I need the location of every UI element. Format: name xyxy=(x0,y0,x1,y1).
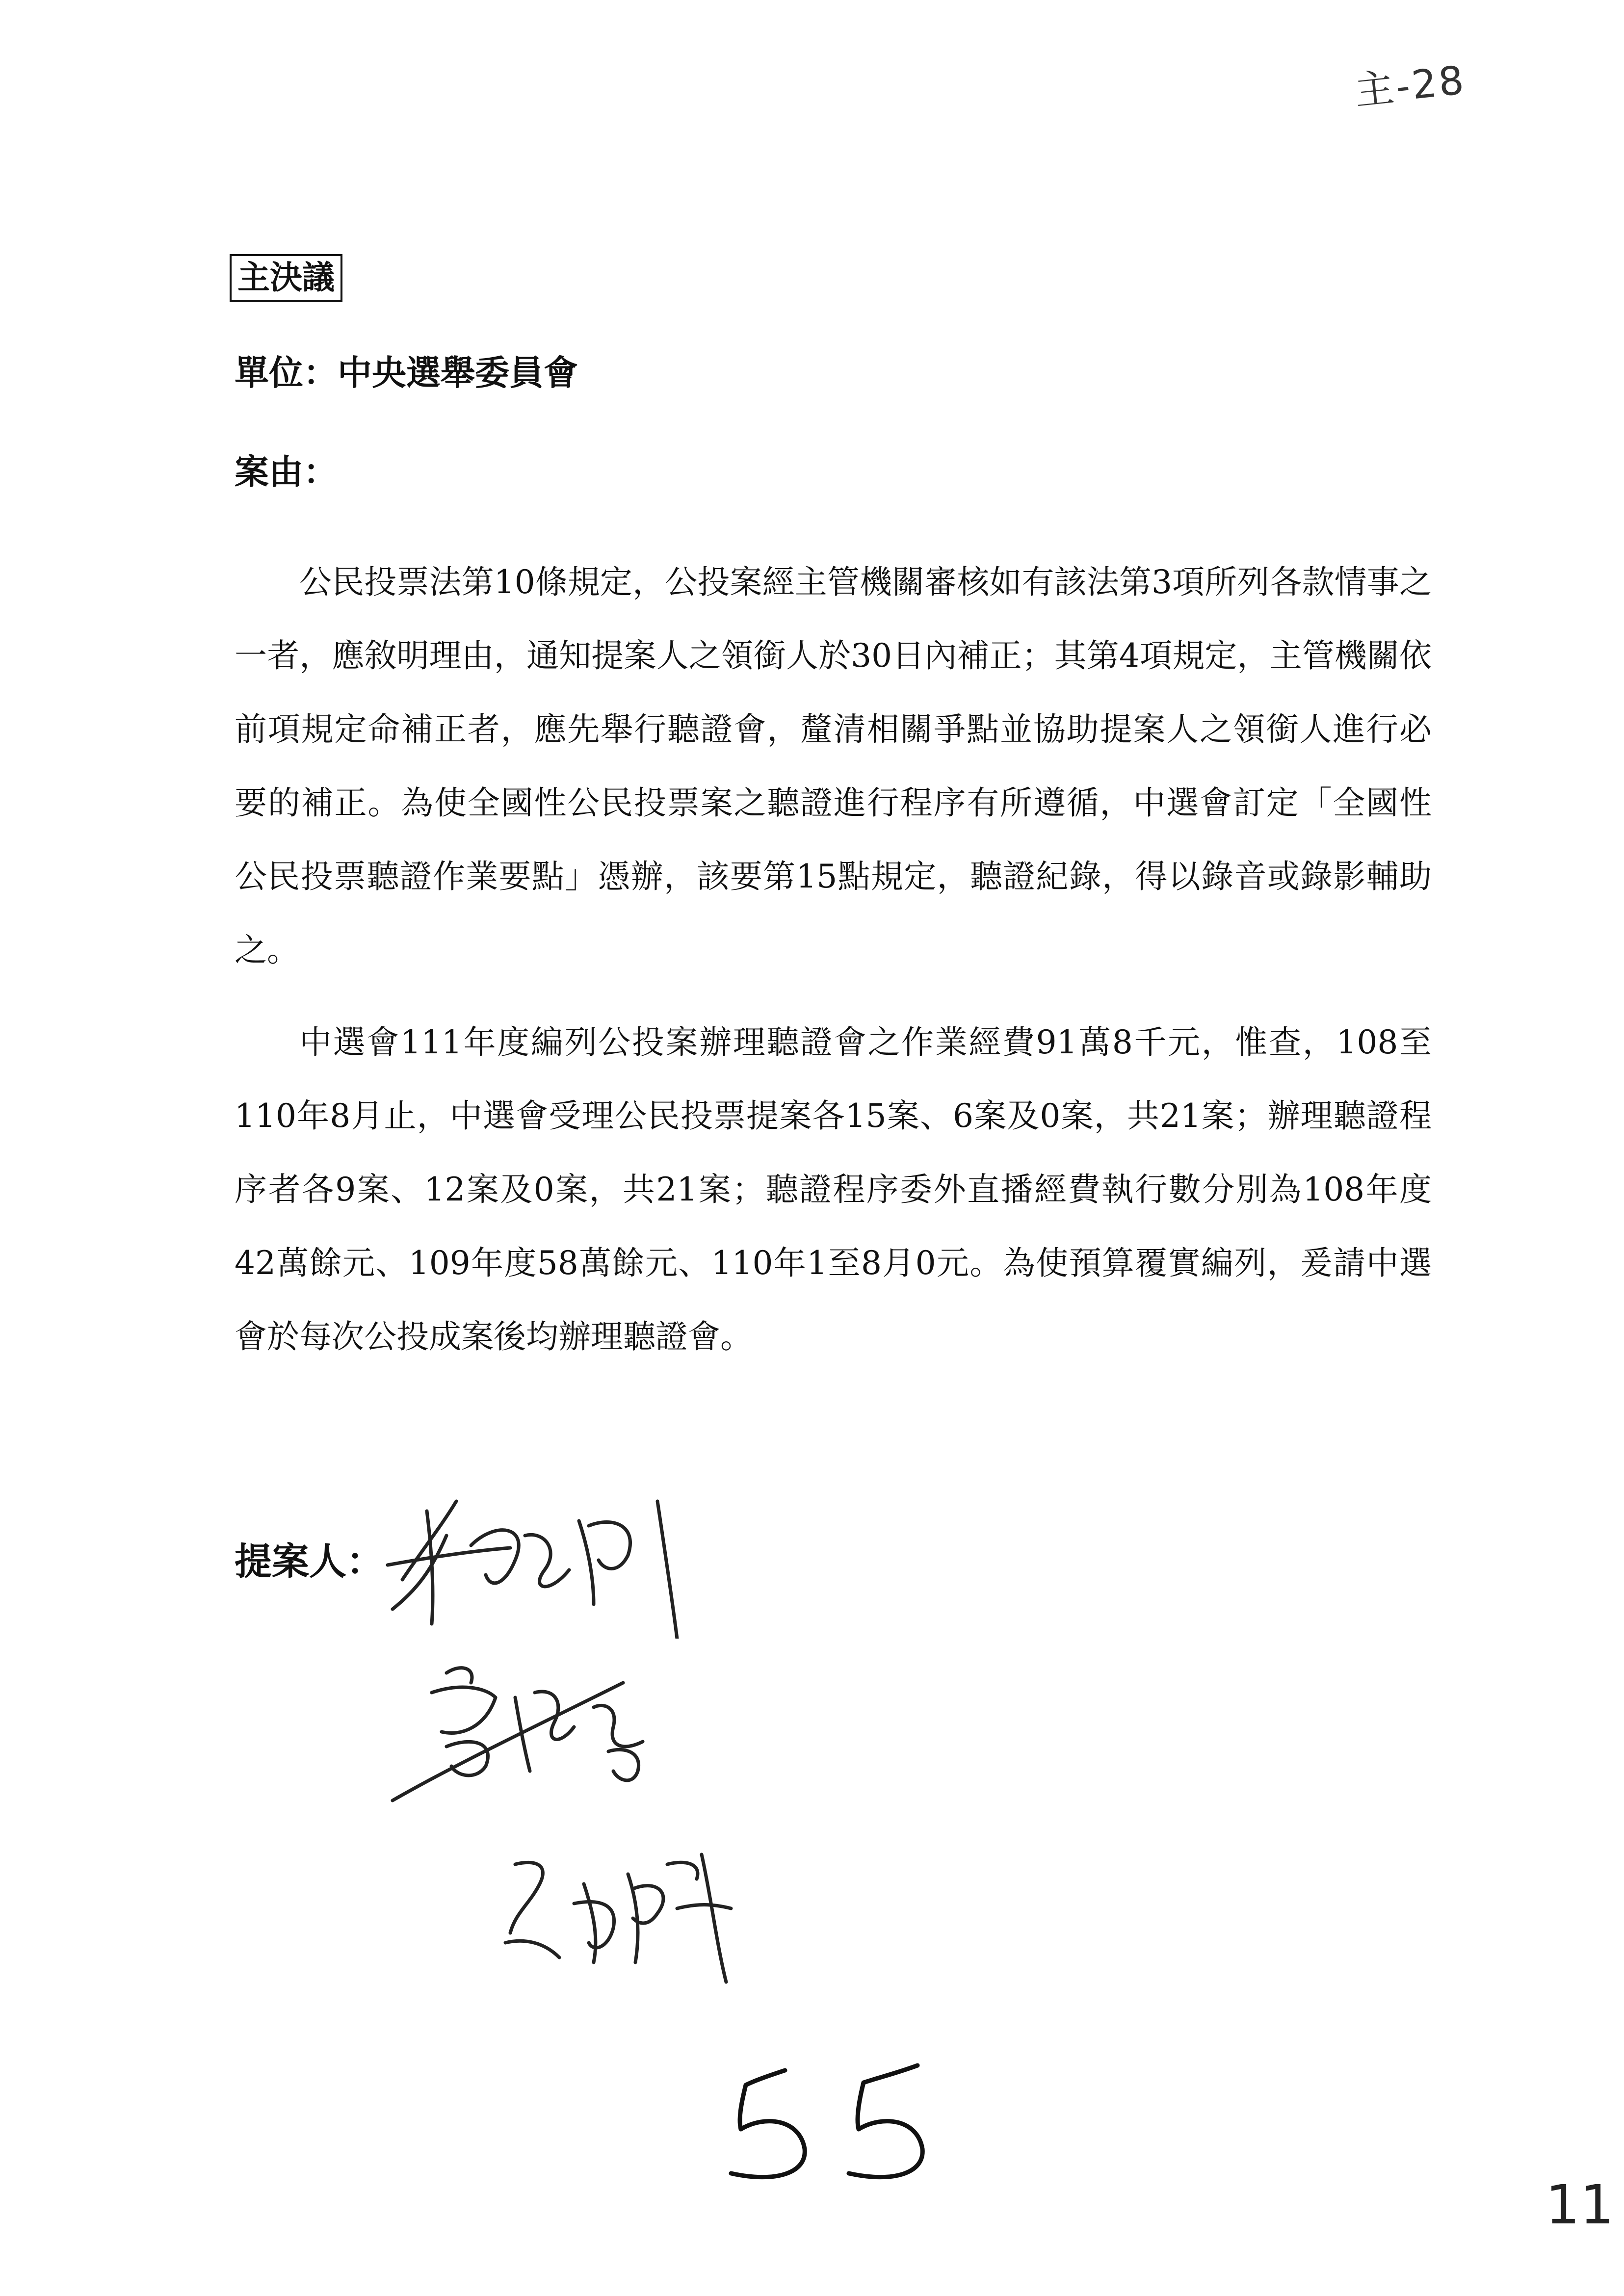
paragraph-text: 中選會111年度編列公投案辦理聽證會之作業經費91萬8千元，惟查，108至110年8月止，中選會受理公民投票提案各15案、6案及0案，共21案；辦理聽證程序者各9案、12案及0案，共21案；聽證程序委外直播經費執行數分別為108年度42萬餘元、109年度58萬餘元、110年1至8月0元。為使預算覆實編列，爰請中選會於每次公投成案後均辦理聽證會。 xyxy=(235,1023,1432,1356)
proposer-label: 提案人： xyxy=(235,1539,384,1583)
corner-note: 主-28 xyxy=(1352,57,1468,114)
unit-line: 單位：中央選舉委員會 xyxy=(235,353,578,393)
signature-2 xyxy=(388,1653,692,1810)
paragraph-2 xyxy=(235,1006,1432,1374)
signature-3 xyxy=(496,1845,751,1992)
reason-label: 案由： xyxy=(235,452,338,492)
paragraph-1 xyxy=(235,546,1432,987)
resolution-badge: 主決議 xyxy=(230,254,342,302)
signature-1 xyxy=(383,1491,687,1639)
page-number: 11 xyxy=(1545,2173,1614,2236)
handwritten-number xyxy=(711,2056,967,2193)
paragraph-text: 公民投票法第10條規定，公投案經主管機關審核如有該法第3項所列各款情事之一者，應敘明理由，通知提案人之領銜人於30日內補正；其第4項規定，主管機關依前項規定命補正者，應先舉行聽證會，釐清相關爭點並協助提案人之領銜人進行必要的補正。為使全國性公民投票案之聽證進行程序有所遵循，中選會訂定「全國性公民投票聽證作業要點」憑辦，該要第15點規定，聽證紀錄，得以錄音或錄影輔助之。 xyxy=(235,563,1432,969)
